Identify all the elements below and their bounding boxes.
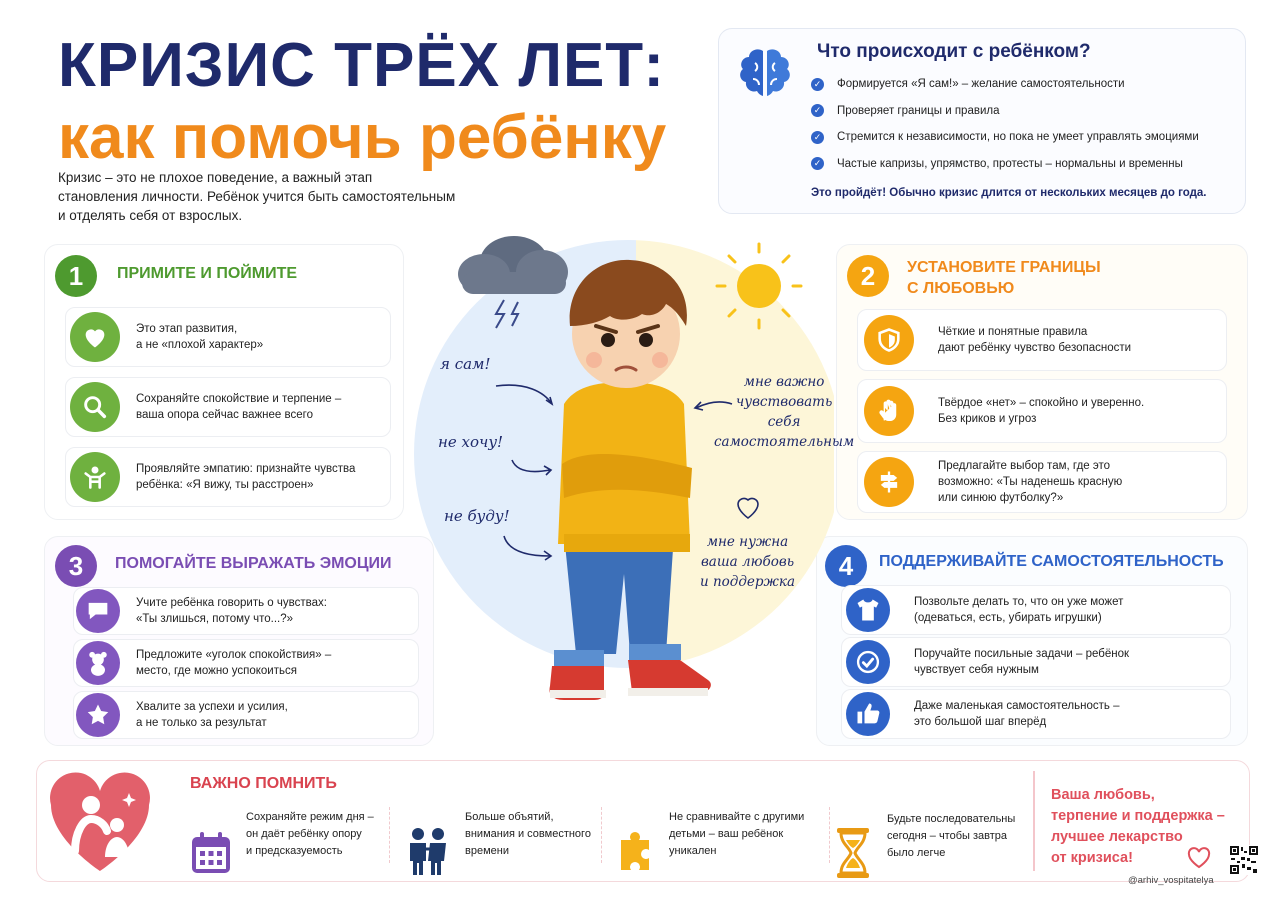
info-footer: Это пройдёт! Обычно кризис длится от нескольких месяцев до года. (811, 187, 1207, 199)
divider (1033, 771, 1035, 871)
remember-item: Сохраняйте режим дня – он даёт ребёнку опору и предсказуемость (190, 809, 390, 860)
info-item: ✓ Стремится к независимости, но пока не умеет управлять эмоциями (811, 124, 1231, 151)
list-item: Проявляйте эмпатию: признайте чувства ребёнка: «Я вижу, ты расстроен» (65, 447, 391, 507)
section-number: 2 (847, 255, 889, 297)
check-icon: ✓ (811, 104, 824, 117)
child-illustration (414, 214, 855, 734)
remember-title: ВАЖНО ПОМНИТЬ (190, 775, 337, 792)
info-item: ✓ Проверяет границы и правила (811, 98, 1231, 125)
list-item: Учите ребёнка говорить о чувствах: «Ты злишься, потому что...?» (73, 587, 419, 635)
family-heart-icon (47, 771, 153, 875)
closing-message: Ваша любовь, терпение и поддержка – лучшее лекарство от кризиса! (1051, 787, 1225, 866)
shield-icon (864, 315, 914, 365)
list-item: Твёрдое «нет» – спокойно и уверенно. Без криков и угроз (857, 379, 1227, 443)
brain-icon (733, 43, 797, 107)
teddy-bear-icon (76, 641, 120, 685)
thumbs-up-icon (846, 692, 890, 736)
remember-item: Больше объятий, внимания и совместного времени (405, 809, 605, 860)
divider (829, 807, 830, 863)
list-item: Даже маленькая самостоятельность – это большой шаг вперёд (841, 689, 1231, 739)
list-item: Чёткие и понятные правила дают ребёнку чувство безопасности (857, 309, 1227, 371)
section-emotions (44, 536, 434, 746)
page-title: КРИЗИС ТРЁХ ЛЕТ: (58, 31, 665, 100)
section-number: 4 (825, 545, 867, 587)
speech-wont: не буду! (444, 507, 510, 525)
remember-item: Будьте последовательны сегодня – чтобы завтра было легче (835, 809, 1035, 863)
puzzle-icon (617, 813, 657, 857)
list-item: Предлагайте выбор там, где это возможно: «Ты наденешь красную или синюю футболку?» (857, 451, 1227, 513)
hourglass-icon (835, 809, 871, 863)
remember-banner (36, 760, 1250, 882)
calendar-icon (190, 812, 232, 858)
list-item: Позвольте делать то, что он уже может (одеваться, есть, убирать игрушки) (841, 585, 1231, 635)
remember-item: Не сравнивайте с другими детьми – ваш ребёнок уникален (617, 809, 827, 860)
parent-child-icon (405, 810, 451, 860)
speech-i-myself: я сам! (440, 355, 491, 373)
info-title: Что происходит с ребёнком? (817, 41, 1091, 62)
star-icon (76, 693, 120, 737)
heart-outline-icon (1187, 847, 1211, 869)
section-title: УСТАНОВИТЕ ГРАНИЦЫ С ЛЮБОВЬЮ (907, 259, 1101, 297)
tshirt-icon (846, 588, 890, 632)
credit: @arhiv_vospitatelya (1128, 875, 1214, 886)
speech-dont-want: не хочу! (438, 433, 504, 451)
info-item: ✓ Частые капризы, упрямство, протесты – нормальны и временны (811, 151, 1231, 178)
list-item: Поручайте посильные задачи – ребёнок чувствует себя нужным (841, 637, 1231, 687)
section-boundaries (836, 244, 1248, 520)
section-independence (816, 536, 1248, 746)
divider (389, 807, 390, 863)
list-item: Сохраняйте спокойствие и терпение – ваша опора сейчас важнее всего (65, 377, 391, 437)
info-box (718, 28, 1246, 214)
check-circle-icon (846, 640, 890, 684)
speech-need-independence: мне важно чувствовать себя самостоятельным (714, 374, 855, 450)
section-number: 1 (55, 255, 97, 297)
page-subtitle: как помочь ребёнку (58, 103, 667, 172)
speech-bubble-icon (76, 589, 120, 633)
section-title: ПРИМИТЕ И ПОЙМИТЕ (117, 265, 298, 282)
stop-hand-icon (864, 386, 914, 436)
person-hug-icon (70, 452, 120, 502)
check-icon: ✓ (811, 131, 824, 144)
list-item: Это этап развития, а не «плохой характер» (65, 307, 391, 367)
info-list (811, 71, 1231, 177)
check-icon: ✓ (811, 157, 824, 170)
section-title: ПОДДЕРЖИВАЙТЕ САМОСТОЯТЕЛЬНОСТЬ (879, 553, 1224, 570)
check-icon: ✓ (811, 78, 824, 91)
qr-code-icon (1229, 845, 1259, 875)
section-accept (44, 244, 404, 520)
intro-text: Кризис – это не плохое поведение, а важный этап становления личности. Ребёнок учится быть самостоятельным и отделять себя от взрослых. (58, 170, 456, 223)
list-item: Предложите «уголок спокойствия» – место, где можно успокоиться (73, 639, 419, 687)
heart-icon (70, 312, 120, 362)
info-item: ✓ Формируется «Я сам!» – желание самостоятельности (811, 71, 1231, 98)
divider (601, 807, 602, 863)
speech-need-love: мне нужна ваша любовь и поддержка (700, 534, 796, 590)
section-number: 3 (55, 545, 97, 587)
section-title: ПОМОГАЙТЕ ВЫРАЖАТЬ ЭМОЦИИ (115, 555, 392, 572)
magnifier-icon (70, 382, 120, 432)
list-item: Хвалите за успехи и усилия, а не только за результат (73, 691, 419, 739)
signpost-icon (864, 457, 914, 507)
